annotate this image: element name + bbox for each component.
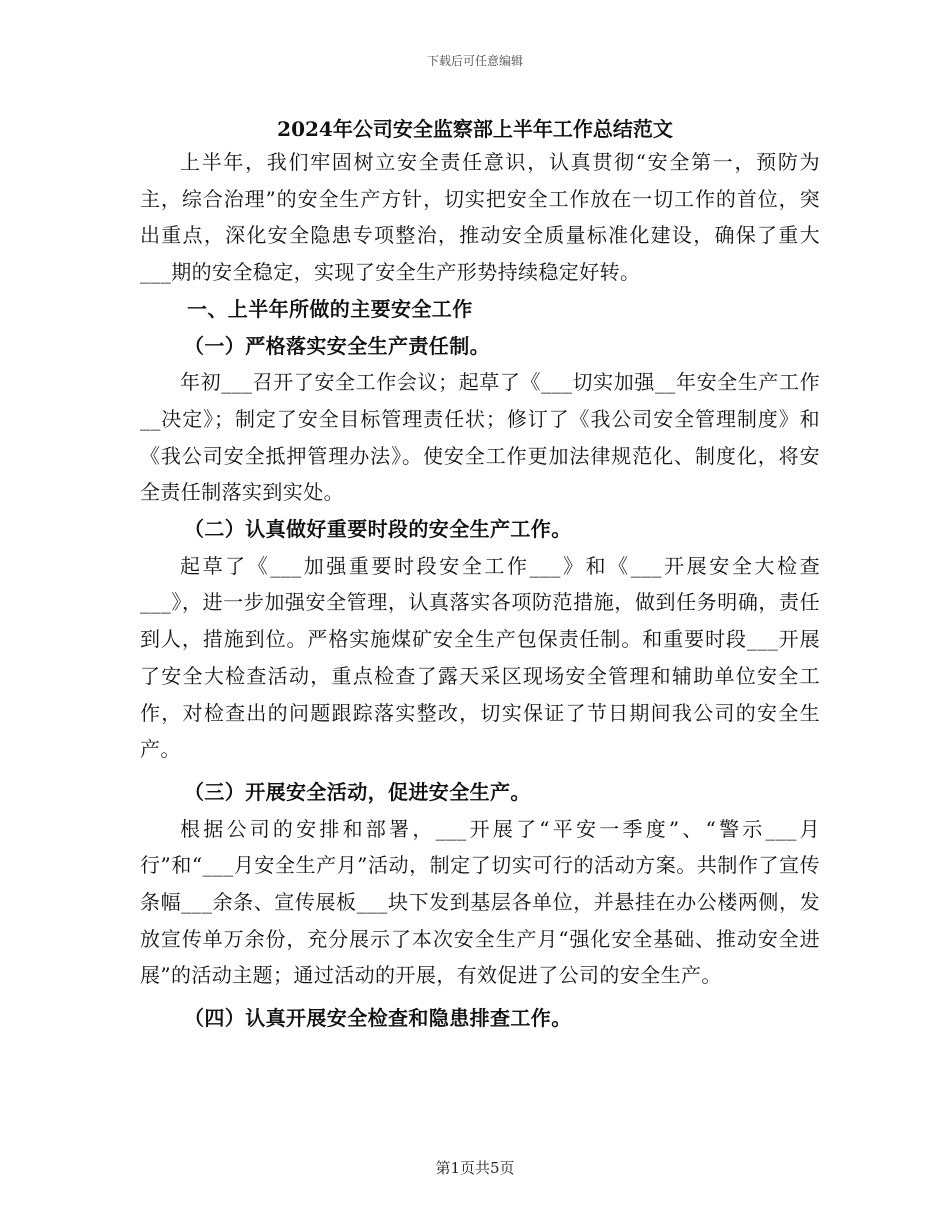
document-title: 2024年公司安全监察部上半年工作总结范文 [277, 117, 673, 141]
document-body [140, 144, 820, 1037]
page-number: 第1页共5页 [435, 1159, 515, 1177]
subsection-paragraph-3: 根据公司的安排和部署，___开展了“平安一季度”、“警示___月行”和“___月安全生产月”活动，制定了切实可行的活动方案。共制作了宣传条幅___余条、宣传展板___块下发到基层各单位，并悬挂在办公楼两侧，发放宣传单万余份，充分展示了本次安全生产月“强化安全基础、推动安全进展”的活动主题；通过活动的开展，有效促进了公司的安全生产。 [140, 816, 820, 988]
section-heading-1: 一、上半年所做的主要安全工作 [187, 296, 473, 321]
page-header: 下载后可任意编辑 [426, 54, 523, 68]
intro-paragraph: 上半年，我们牢固树立安全责任意识，认真贯彻“安全第一，预防为主，综合治理”的安全生产方针，切实把安全工作放在一切工作的首位，突出重点，深化安全隐患专项整治，推动安全质量标准化建设，确保了重大___期的安全稳定，实现了安全生产形势持续稳定好转。 [140, 150, 820, 285]
subsection-paragraph-1: 年初___召开了安全工作会议；起草了《___切实加强__年安全生产工作__决定》；制定了安全目标管理责任状；修订了《我公司安全管理制度》和《我公司安全抵押管理办法》。使安全工作更加法律规范化、制度化，将安全责任制落实到实处。 [140, 370, 820, 505]
subsection-heading-3: （三）开展安全活动，促进安全生产。 [184, 779, 531, 804]
subsection-heading-2: （二）认真做好重要时段的安全生产工作。 [184, 517, 572, 542]
subsection-heading-1: （一）严格落实安全生产责任制。 [184, 333, 490, 358]
subsection-paragraph-2: 起草了《___加强重要时段安全工作___》和《___开展安全大检查___》，进一步加强安全管理，认真落实各项防范措施，做到任务明确，责任到人，措施到位。严格实施煤矿安全生产包保责任制。和重要时段___开展了安全大检查活动，重点检查了露天采区现场安全管理和辅助单位安全工作，对检查出的问题跟踪落实整改，切实保证了节日期间我公司的安全生产。 [140, 553, 820, 762]
subsection-heading-4: （四）认真开展安全检查和隐患排查工作。 [184, 1006, 572, 1031]
